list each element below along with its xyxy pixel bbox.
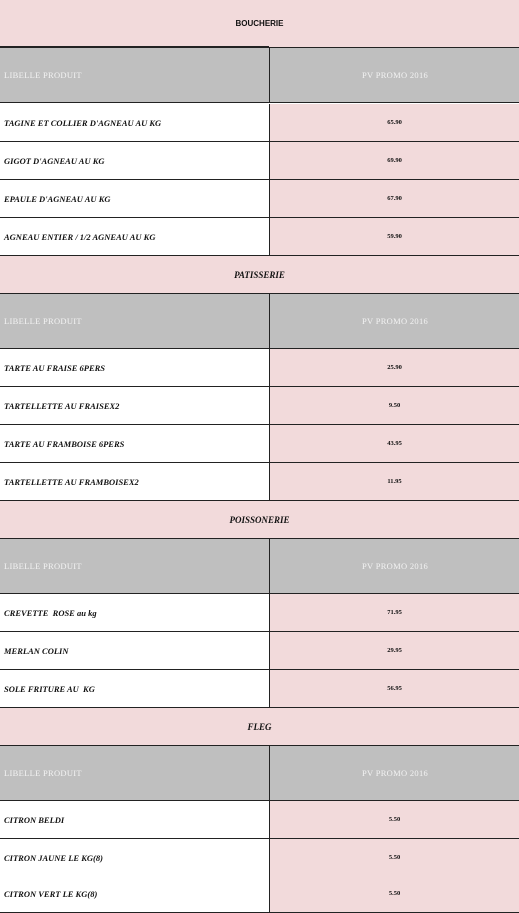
product-name: MERLAN COLIN <box>4 645 69 656</box>
column-header-price: PV PROMO 2016 <box>269 539 519 593</box>
product-name: CITRON VERT LE KG(8) <box>4 888 98 899</box>
product-price: 69.90 <box>269 142 519 179</box>
section-title-poissonerie <box>0 501 519 538</box>
table-row <box>0 594 519 632</box>
product-price: 43.95 <box>269 425 519 462</box>
product-name: SOLE FRITURE AU KG <box>4 683 95 694</box>
product-name: CREVETTE ROSE au kg <box>4 607 97 618</box>
table-header <box>0 47 519 103</box>
table-row <box>0 104 519 142</box>
product-price: 71.95 <box>269 594 519 631</box>
section-title-fleg <box>0 708 519 745</box>
product-price: 5.50 <box>269 839 519 876</box>
product-price: 25.90 <box>269 349 519 386</box>
product-price: 5.50 <box>269 801 519 838</box>
section-title-text: FLEG <box>247 721 272 732</box>
section-title-text: POISSONERIE <box>229 514 290 525</box>
table-row <box>0 632 519 670</box>
product-name: CITRON BELDI <box>4 814 65 825</box>
table-row <box>0 801 519 839</box>
product-price: 5.50 <box>269 875 519 912</box>
product-price: 59.90 <box>269 218 519 255</box>
product-name: TARTE AU FRAMBOISE 6PERS <box>4 438 125 449</box>
table-row <box>0 218 519 256</box>
table-row <box>0 142 519 180</box>
section-title-patisserie <box>0 256 519 293</box>
product-name: AGNEAU ENTIER / 1/2 AGNEAU AU KG <box>4 231 156 242</box>
column-header-product: LIBELLE PRODUIT <box>4 768 82 778</box>
table-row <box>0 425 519 463</box>
product-price: 29.95 <box>269 632 519 669</box>
table-row <box>0 463 519 501</box>
table-row <box>0 839 519 877</box>
table-row <box>0 387 519 425</box>
product-price: 9.50 <box>269 387 519 424</box>
column-header-price: PV PROMO 2016 <box>269 294 519 348</box>
table-row <box>0 670 519 708</box>
section-title-text: BOUCHERIE <box>235 19 284 28</box>
product-name: CITRON JAUNE LE KG(8) <box>4 852 103 863</box>
column-header-price: PV PROMO 2016 <box>269 48 519 102</box>
table-row <box>0 180 519 218</box>
column-header-product: LIBELLE PRODUIT <box>4 316 82 326</box>
column-header-price: PV PROMO 2016 <box>269 746 519 800</box>
table-header <box>0 745 519 801</box>
product-price: 65.90 <box>269 104 519 141</box>
table-header <box>0 293 519 349</box>
product-name: TARTELLETTE AU FRAISEX2 <box>4 400 120 411</box>
column-header-product: LIBELLE PRODUIT <box>4 70 82 80</box>
product-price: 56.95 <box>269 670 519 707</box>
product-name: TAGINE ET COLLIER D'AGNEAU AU KG <box>4 117 162 128</box>
product-price: 11.95 <box>269 463 519 500</box>
column-header-product: LIBELLE PRODUIT <box>4 561 82 571</box>
product-name: EPAULE D'AGNEAU AU KG <box>4 193 111 204</box>
product-price: 67.90 <box>269 180 519 217</box>
section-title-text: PATISSERIE <box>234 269 285 280</box>
product-name: TARTELLETTE AU FRAMBOISEX2 <box>4 476 139 487</box>
table-row <box>0 349 519 387</box>
product-name: TARTE AU FRAISE 6PERS <box>4 362 106 373</box>
table-header <box>0 538 519 594</box>
product-name: GIGOT D'AGNEAU AU KG <box>4 155 105 166</box>
section-title-boucherie <box>0 0 519 47</box>
table-row <box>0 875 519 913</box>
